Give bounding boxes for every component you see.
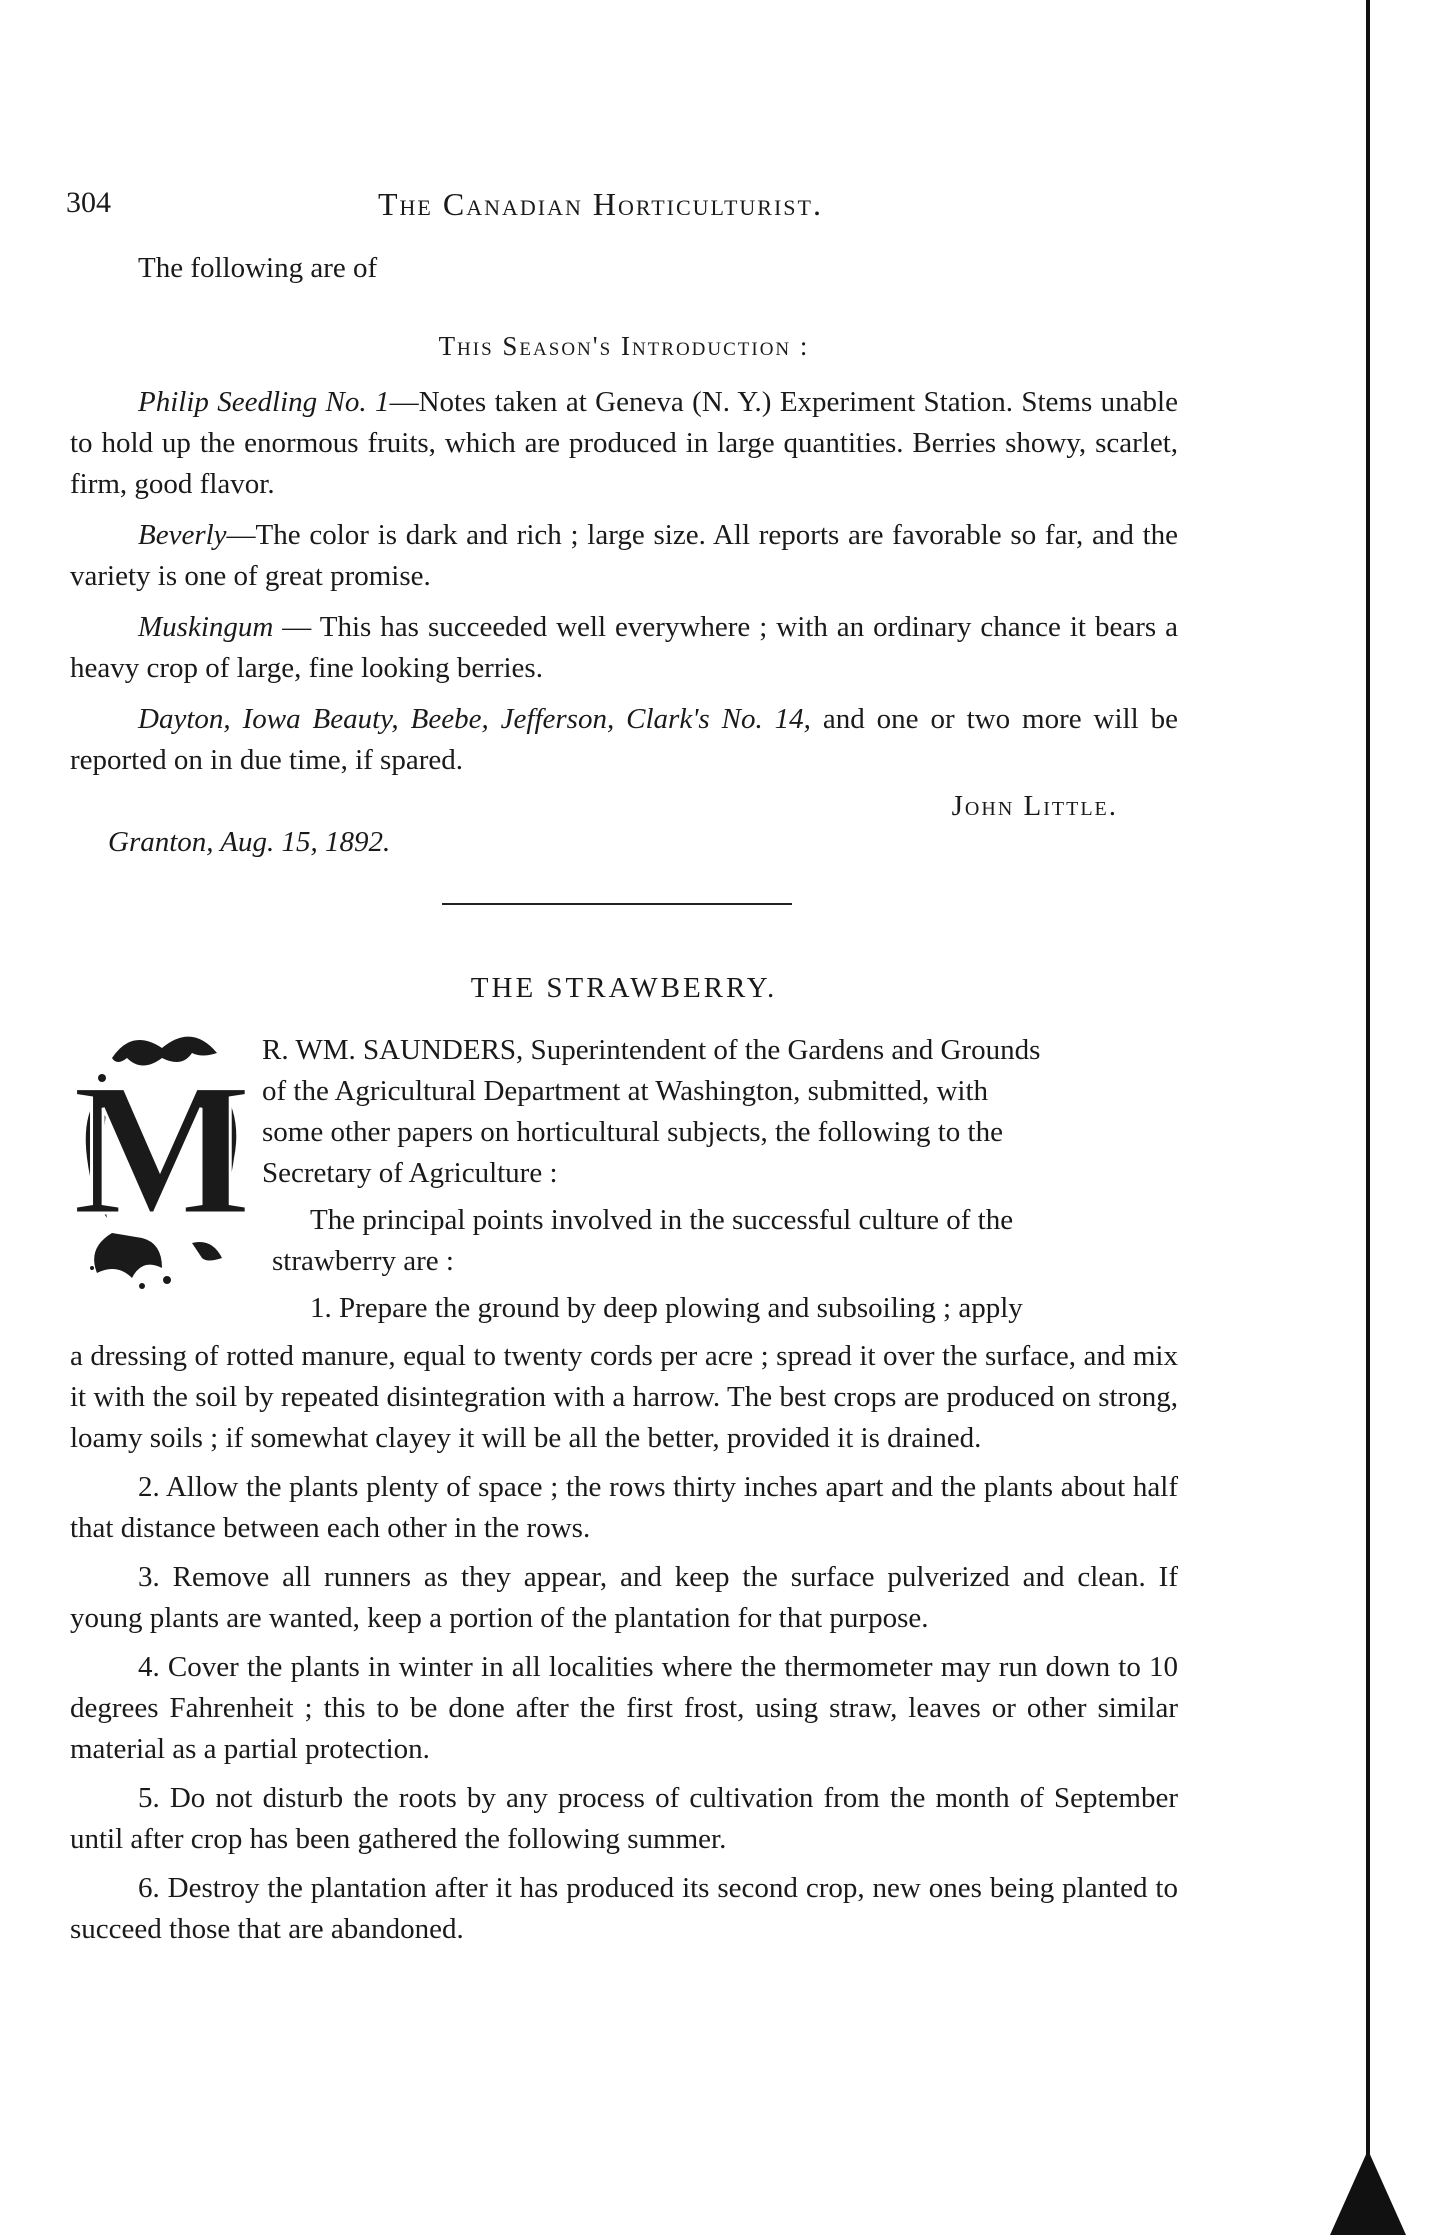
page-number: 304 [66, 186, 111, 219]
page-edge-rule [1366, 0, 1370, 2180]
signature: John Little. [951, 790, 1118, 822]
principal-points-line: strawberry are : [272, 1245, 454, 1277]
article-title: THE STRAWBERRY. [470, 972, 778, 1004]
entry-muskingum [70, 607, 1178, 689]
point-item: 5. Do not disturb the roots by any process of cultivation from the month of September until after crop has been gathered the following summer. [70, 1782, 1178, 1855]
page-edge-mark [1330, 2150, 1406, 2235]
article-opening [262, 1030, 1180, 1329]
initial-letter: M [72, 1045, 252, 1255]
opening-line: Secretary of Agriculture : [262, 1157, 558, 1189]
entry-name: Beverly [138, 519, 227, 551]
point-item: 3. Remove all runners as they appear, and keep the surface pulverized and clean. If young plants are wanted, keep a portion of the plantation for that purpose. [70, 1561, 1178, 1634]
entry-name: Philip Seedling No. 1 [138, 386, 390, 418]
entry-text: —Notes taken at Geneva (N. Y.) Experiment Station. Stems unable to hold up the enormous fruits, which are produced in large quantities. Berries showy, scarlet, firm, good flavor. [70, 386, 1178, 500]
opening-line: R. WM. SAUNDERS, Superintendent of the Gardens and Grounds [262, 1034, 1041, 1066]
place-date-line [70, 822, 1178, 863]
intro-line: The following are of [138, 252, 378, 284]
entry-others [70, 699, 1178, 781]
point-item: 2. Allow the plants plenty of space ; the rows thirty inches apart and the plants about half that distance between each other in the rows. [70, 1471, 1178, 1544]
points-list [70, 1336, 1178, 1950]
signature-line [70, 786, 1178, 827]
entries-list [70, 382, 1178, 781]
entry-name: Muskingum [138, 611, 274, 643]
section-heading: This Season's Introduction : [438, 331, 810, 361]
page-header [66, 186, 1186, 226]
running-head: The Canadian Horticulturist. [378, 186, 823, 222]
entry-philip [70, 382, 1178, 505]
entry-text: and one or two more will be reported on in due time, if spared. [70, 703, 1178, 776]
point-item: 6. Destroy the plantation after it has produced its second crop, new ones being planted to succeed those that are abandoned. [70, 1872, 1178, 1945]
intro-block [70, 248, 1178, 289]
entry-beverly [70, 515, 1178, 597]
opening-line: of the Agricultural Department at Washington, submitted, with [262, 1075, 989, 1107]
entry-names: Dayton, Iowa Beauty, Beebe, Jefferson, Clark's No. 14, [138, 703, 811, 735]
entry-text: —The color is dark and rich ; large size. All reports are favorable so far, and the variety is one of great promise. [70, 519, 1178, 592]
section-divider [442, 903, 792, 905]
entry-text: — This has succeeded well everywhere ; with an ordinary chance it bears a heavy crop of large, fine looking berries. [70, 611, 1178, 684]
point-1-first-line: 1. Prepare the ground by deep plowing and subsoiling ; apply [310, 1292, 1023, 1324]
point-1-rest: a dressing of rotted manure, equal to twenty cords per acre ; spread it over the surface, and mix it with the soil by repeated disintegration with a harrow. The best crops are produced on strong, loamy soils ; if somewhat clayey it will be all the better, provided it is drained. [70, 1340, 1178, 1454]
ornamental-initial-m [72, 1018, 252, 1298]
point-item: 4. Cover the plants in winter in all localities where the thermometer may run down to 10 degrees Fahrenheit ; this to be done after the first frost, using straw, leaves or other similar material as a partial protection. [70, 1651, 1178, 1765]
opening-line: some other papers on horticultural subjects, the following to the [262, 1116, 1003, 1148]
place-date: Granton, Aug. 15, 1892. [108, 826, 391, 858]
principal-points-line: The principal points involved in the successful culture of the [310, 1204, 1014, 1236]
